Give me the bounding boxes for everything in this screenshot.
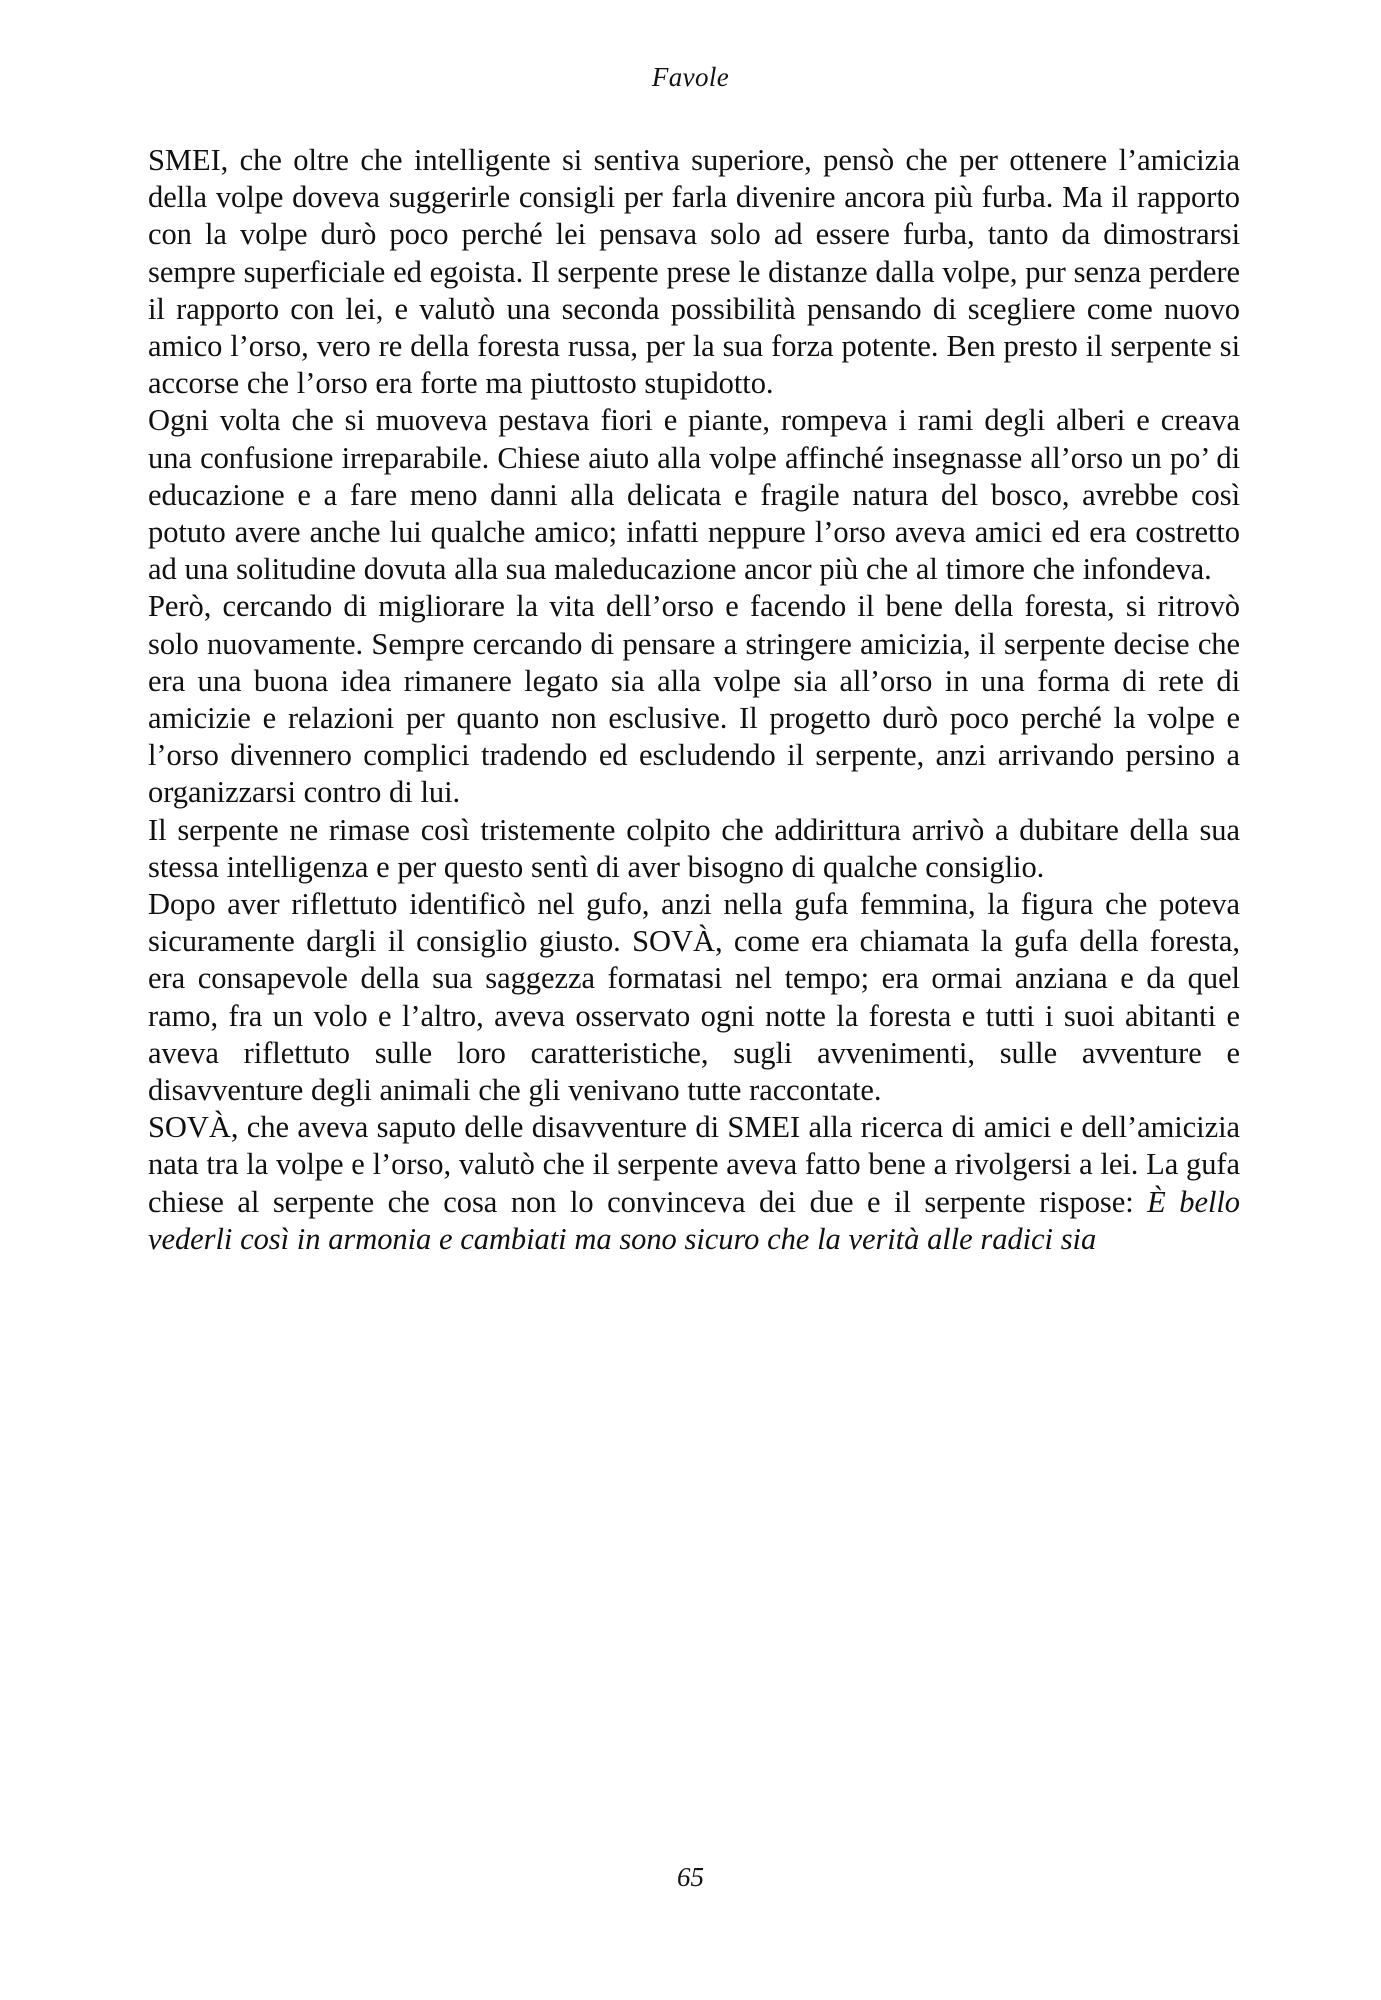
paragraph-3: Però, cercando di migliorare la vita dell’orso e facendo il bene della foresta, si ritrovò solo nuovamente. Sempre cercando di pensare a stringere amicizia, il serpente decise che era una buona idea rimanere legato sia alla volpe sia all’orso in una forma di rete di amicizie e relazioni per quanto non esclusive. Il progetto durò poco perché la volpe e l’orso divennero complici tradendo ed escludendo il serpente, anzi arrivando persino a organizzarsi contro di lui. xyxy=(148,589,1240,810)
paragraph-6 xyxy=(148,1109,1240,1258)
page-number: 65 xyxy=(677,1862,704,1892)
serpent-quote: È bello vederli così in armonia e cambiati ma sono sicuro che la verità alle radici sia xyxy=(148,1184,1241,1256)
running-head: Favole xyxy=(651,62,730,92)
body-text-block xyxy=(148,142,1240,1258)
paragraph-6-lead: SOVÀ, che aveva saputo delle disavventure di SMEI alla ricerca di amici e dell’amicizia nata tra la volpe e l’orso, valutò che il serpente aveva fatto bene a rivolgersi a lei. La gufa chiese al serpente che cosa non lo convinceva dei due e il serpente rispose: xyxy=(148,1110,1240,1219)
paragraph-4: Il serpente ne rimase così tristemente colpito che addirittura arrivò a dubitare della sua stessa intelligenza e per questo sentì di aver bisogno di qualche consiglio. xyxy=(148,812,1240,884)
paragraph-1: SMEI, che oltre che intelligente si sentiva superiore, pensò che per ottenere l’amicizia della volpe doveva suggerirle consigli per farla divenire ancora più furba. Ma il rapporto con la volpe durò poco perché lei pensava solo ad essere furba, tanto da dimostrarsi sempre superficiale ed egoista. Il serpente prese le distanze dalla volpe, pur senza perdere il rapporto con lei, e valutò una seconda possibilità pensando di scegliere come nuovo amico l’orso, vero re della foresta russa, per la sua forza potente. Ben presto il serpente si accorse che l’orso era forte ma piuttosto stupidotto. xyxy=(148,143,1240,401)
paragraph-5: Dopo aver riflettuto identificò nel gufo, anzi nella gufa femmina, la figura che poteva sicuramente dargli il consiglio giusto. SOVÀ, come era chiamata la gufa della foresta, era consapevole della sua saggezza formatasi nel tempo; era ormai anziana e da quel ramo, fra un volo e l’altro, aveva osservato ogni notte la foresta e tutti i suoi abitanti e aveva riflettuto sulle loro caratteristiche, sugli avvenimenti, sulle avventure e disavventure degli animali che gli venivano tutte raccontate. xyxy=(148,887,1240,1108)
paragraph-2: Ogni volta che si muoveva pestava fiori e piante, rompeva i rami degli alberi e creava una confusione irreparabile. Chiese aiuto alla volpe affinché insegnasse all’orso un po’ di educazione e a fare meno danni alla delicata e fragile natura del bosco, avrebbe così potuto avere anche lui qualche amico; infatti neppure l’orso aveva amici ed era costretto ad una solitudine dovuta alla sua maleducazione ancor più che al timore che infondeva. xyxy=(148,403,1240,587)
